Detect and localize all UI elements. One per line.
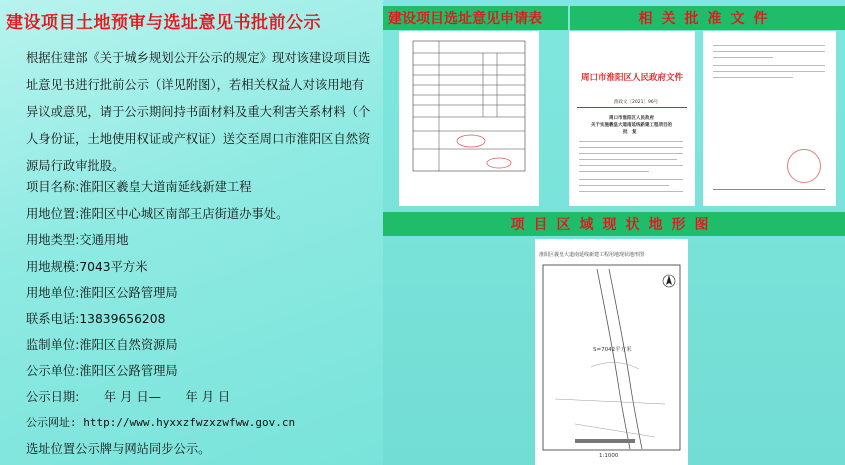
text-line xyxy=(579,159,677,160)
topographic-map-image xyxy=(535,239,688,465)
text-line xyxy=(579,153,683,154)
text-line xyxy=(713,51,825,52)
attachments-panel xyxy=(383,0,845,465)
field-land-unit: 用地单位:淮阳区公路管理局 xyxy=(26,286,178,300)
map-scale-label: 1:1000 xyxy=(599,453,619,459)
sync-note: 选址位置公示牌与网站同步公示。 xyxy=(26,442,211,456)
map-area-label: S=7042平方米 xyxy=(593,347,632,353)
banner-approval-documents: 相关批准文件 xyxy=(570,6,845,30)
gov-doc-reply: 批 复 xyxy=(623,130,637,135)
text-line xyxy=(713,57,773,58)
government-document-image xyxy=(569,31,695,206)
text-line xyxy=(713,77,793,78)
text-line xyxy=(579,185,669,186)
field-publisher: 公示单位:淮阳区公路管理局 xyxy=(26,364,178,378)
footer-rule xyxy=(713,189,825,190)
announcement-panel xyxy=(0,0,383,465)
banner-application-form: 建设项目选址意见申请表 xyxy=(383,6,568,30)
page-title: 建设项目土地预审与选址意见书批前公示 xyxy=(6,13,321,33)
official-seal xyxy=(787,149,821,183)
field-land-type: 用地类型:交通用地 xyxy=(26,233,129,247)
text-line xyxy=(713,45,825,46)
gov-doc-subject: 关于实施羲皇大道南延线新建工程项目的 xyxy=(591,123,672,128)
gov-doc-number: 淮政文〔2021〕96号 xyxy=(614,100,659,105)
text-line xyxy=(579,165,683,166)
field-land-scale: 用地规模:7043平方米 xyxy=(26,260,148,274)
form-table-graphic xyxy=(399,31,539,206)
field-location: 用地位置:淮阳区中心城区南部王店街道办事处。 xyxy=(26,207,289,221)
text-line xyxy=(579,171,649,172)
application-form-image xyxy=(399,31,539,206)
gov-doc-issuer: 周口市淮阳区人民政府 xyxy=(609,116,654,121)
field-project-name: 项目名称:淮阳区羲皇大道南延线新建工程 xyxy=(26,180,252,194)
text-line xyxy=(579,147,683,148)
text-line xyxy=(713,65,825,66)
text-line xyxy=(579,179,683,180)
field-phone: 联系电话:13839656208 xyxy=(26,312,166,326)
map-title: 淮阳区羲皇大道南延线新建工程用地现状地形图 xyxy=(539,252,645,258)
approval-page-image xyxy=(703,31,836,206)
banner-topographic-map: 项目区域现状地形图 xyxy=(383,212,845,236)
text-line xyxy=(713,71,825,72)
field-website: 公示网址: http://www.hyxxzfwzxzwfww.gov.cn xyxy=(26,416,296,429)
field-supervisor: 监制单位:淮阳区自然资源局 xyxy=(26,338,178,352)
text-line xyxy=(579,191,683,192)
gov-doc-red-rule xyxy=(577,107,687,108)
text-line xyxy=(579,141,683,142)
field-date: 公示日期: 年 月 日— 年 月 日 xyxy=(26,390,231,404)
intro-text: 根据住建部《关于城乡规划公开公示的规定》现对该建设项目选址意见书进行批前公示（详见附图），若相关权益人对该用地有异议或意见，请于公示期间持书面材料及重大利害关系材料（个人身份证，土地使用权证或产权证）送交至周口市淮阳区自然资源局行政审批股。 xyxy=(26,51,371,173)
gov-doc-title: 周口市淮阳区人民政府文件 xyxy=(580,73,683,83)
